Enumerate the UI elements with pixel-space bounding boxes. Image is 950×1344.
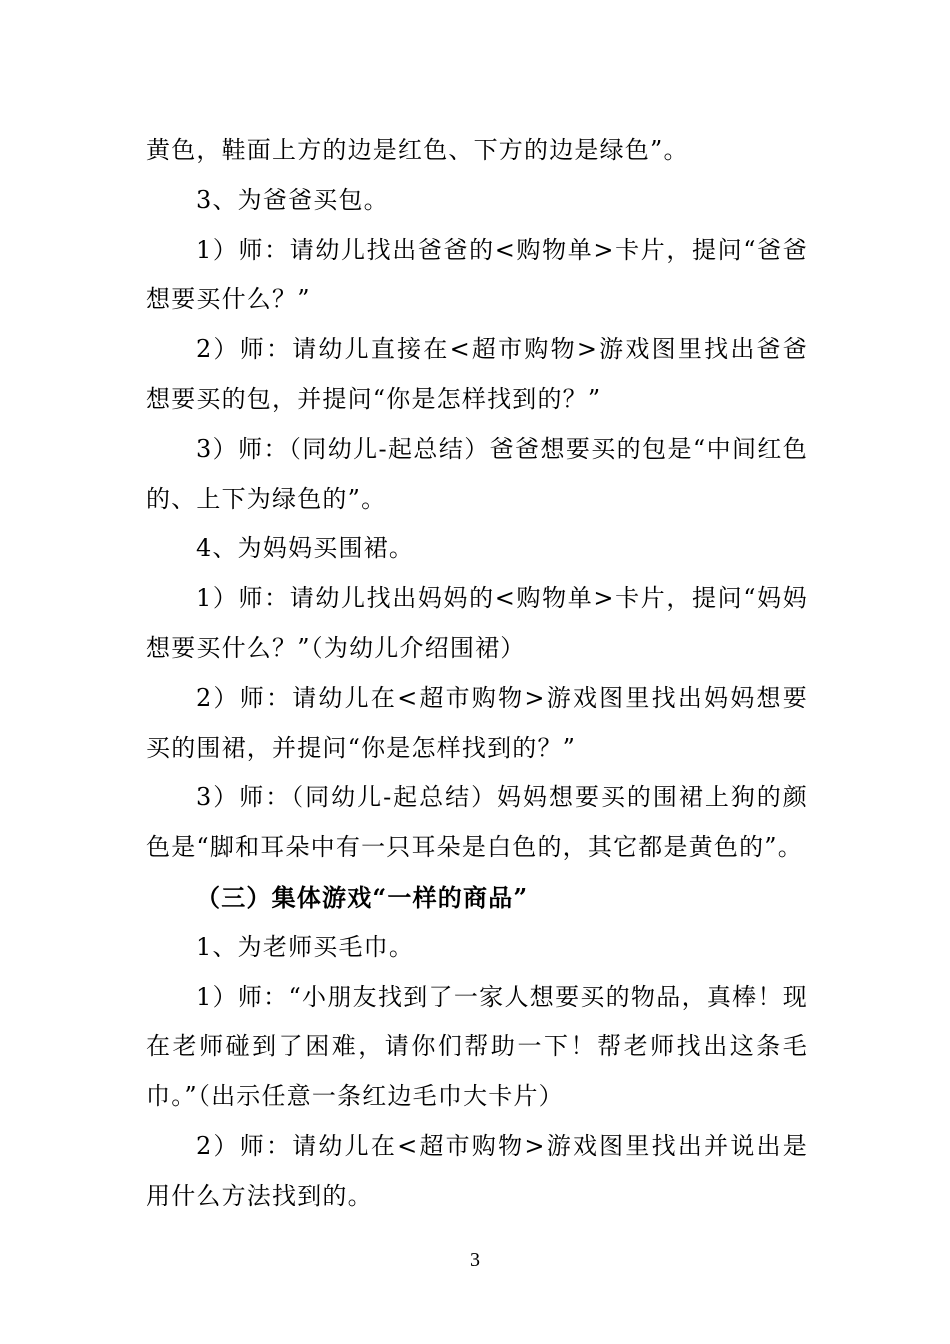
- step-teacher-towel-card: 1）师：“小朋友找到了一家人想要买的物品，真棒！现在老师碰到了困难，请你们帮助一下！帮老师找出这条毛巾。”（出示任意一条红边毛巾大卡片）: [146, 982, 808, 1111]
- page-number: 3: [470, 1249, 480, 1271]
- paragraph-continuation: 黄色，鞋面上方的边是红色、下方的边是绿色”。: [146, 136, 689, 164]
- step-teacher-find-towel: 2）师：请幼儿在<超市购物>游戏图里找出并说出是用什么方法找到的。: [146, 1131, 808, 1210]
- section-heading-group-game: （三）集体游戏“一样的商品”: [196, 882, 529, 912]
- step-dad-summary: 3）师：（同幼儿-起总结）爸爸想要买的包是“中间红色的、上下为绿色的”。: [146, 434, 808, 513]
- step-mom-find-apron: 2）师：请幼儿在<超市购物>游戏图里找出妈妈想要买的围裙，并提问“你是怎样找到的？”: [146, 683, 808, 762]
- step-mom-shopping-card: 1）师：请幼儿找出妈妈的<购物单>卡片，提问“妈妈想要买什么？”（为幼儿介绍围裙）: [146, 584, 808, 662]
- page-body: [146, 126, 808, 1222]
- step-dad-shopping-card: 1）师：请幼儿找出爸爸的<购物单>卡片，提问“爸爸想要买什么？”: [146, 235, 808, 314]
- item-buy-bag-for-dad: 3、为爸爸买包。: [196, 185, 389, 214]
- item-buy-towel-for-teacher: 1、为老师买毛巾。: [196, 932, 415, 961]
- step-dad-find-bag: 2）师：请幼儿直接在<超市购物>游戏图里找出爸爸想要买的包，并提问“你是怎样找到的？”: [146, 335, 808, 413]
- step-mom-summary: 3）师：（同幼儿-起总结）妈妈想要买的围裙上狗的颜色是“脚和耳朵中有一只耳朵是白色的，其它都是黄色的”。: [146, 783, 808, 862]
- item-buy-apron-for-mom: 4、为妈妈买围裙。: [196, 534, 415, 563]
